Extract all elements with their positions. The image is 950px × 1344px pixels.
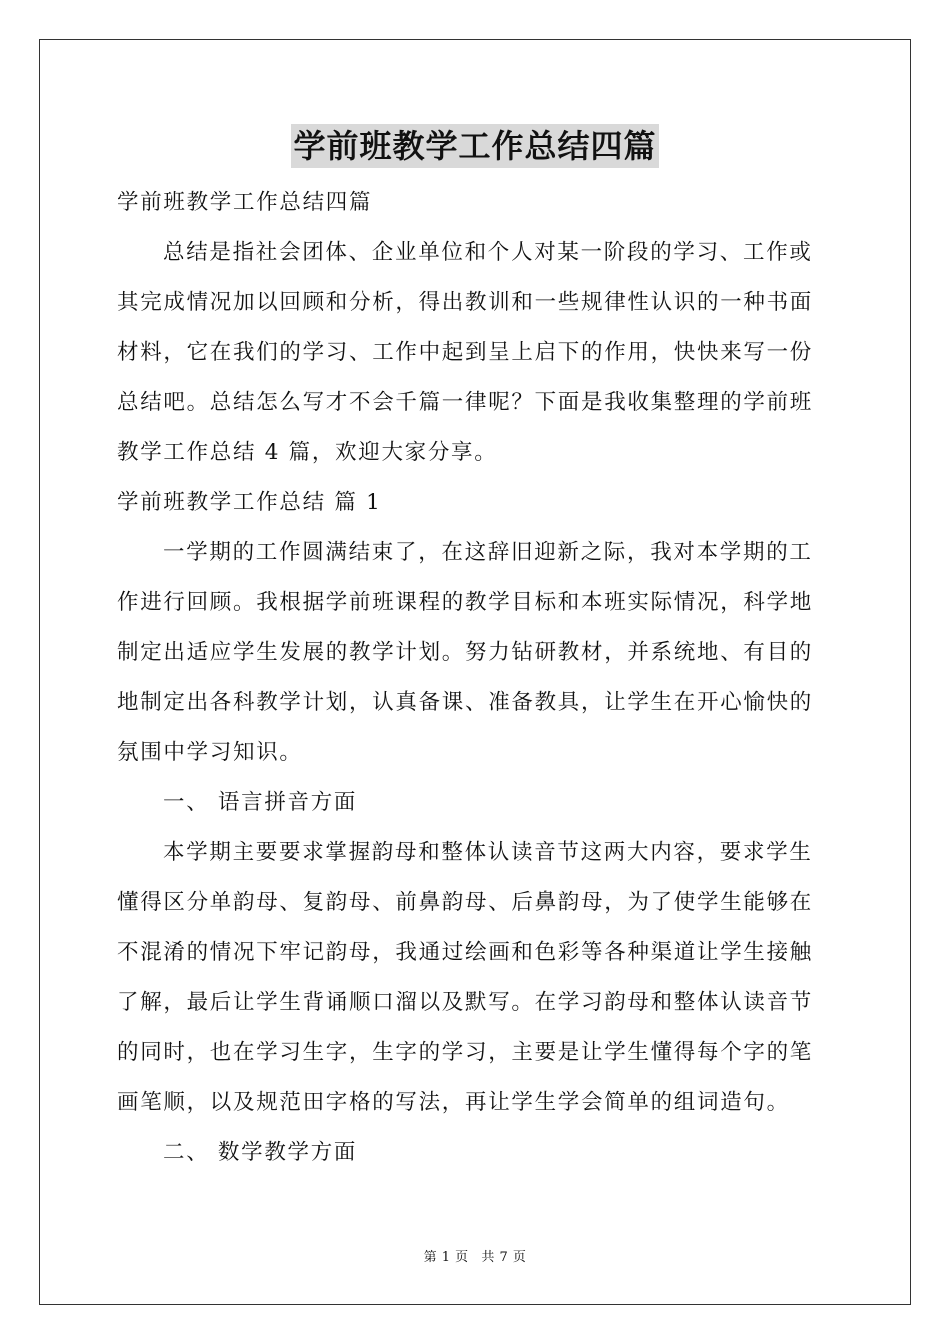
text-line: 教学工作总结 4 篇，欢迎大家分享。 bbox=[117, 440, 498, 465]
text-line: 懂得区分单韵母、复韵母、前鼻韵母、后鼻韵母，为了使学生能够在 bbox=[117, 890, 814, 915]
text-line: 总结是指社会团体、企业单位和个人对某一阶段的学习、工作或 bbox=[163, 240, 813, 265]
text-line: 一学期的工作圆满结束了，在这辞旧迎新之际，我对本学期的工 bbox=[163, 540, 813, 565]
text-line: 其完成情况加以回顾和分析，得出教训和一些规律性认识的一种书面 bbox=[117, 290, 814, 315]
page-total: 共 7 页 bbox=[481, 1250, 527, 1265]
text-line: 材料，它在我们的学习、工作中起到呈上启下的作用，快快来写一份 bbox=[117, 340, 814, 365]
text-line: 不混淆的情况下牢记韵母，我通过绘画和色彩等各种渠道让学生接触 bbox=[117, 940, 814, 965]
page-footer bbox=[0, 1246, 950, 1265]
text-line: 作进行回顾。我根据学前班课程的教学目标和本班实际情况，科学地 bbox=[117, 590, 814, 615]
text-line: 制定出适应学生发展的教学计划。努力钻研教材，并系统地、有目的 bbox=[117, 640, 814, 665]
text-line: 一、 语言拼音方面 bbox=[163, 790, 358, 815]
text-line: 二、 数学教学方面 bbox=[163, 1140, 358, 1165]
text-line: 了解，最后让学生背诵顺口溜以及默写。在学习韵母和整体认读音节 bbox=[117, 990, 814, 1015]
text-line: 学前班教学工作总结四篇 bbox=[117, 190, 373, 215]
document-body bbox=[117, 178, 833, 1178]
text-line: 总结吧。总结怎么写才不会千篇一律呢？下面是我收集整理的学前班 bbox=[117, 390, 814, 415]
text-line: 氛围中学习知识。 bbox=[117, 740, 303, 765]
text-line: 画笔顺，以及规范田字格的写法，再让学生学会简单的组词造句。 bbox=[117, 1090, 790, 1115]
text-line: 学前班教学工作总结 篇 1 bbox=[117, 490, 382, 515]
page-number: 第 1 页 bbox=[423, 1250, 469, 1265]
text-line: 的同时，也在学习生字，生字的学习，主要是让学生懂得每个字的笔 bbox=[117, 1040, 814, 1065]
text-line: 地制定出各科教学计划，认真备课、准备教具，让学生在开心愉快的 bbox=[117, 690, 814, 715]
text-line: 本学期主要要求掌握韵母和整体认读音节这两大内容，要求学生 bbox=[163, 840, 813, 865]
document-title: 学前班教学工作总结四篇 bbox=[291, 124, 658, 168]
title-container bbox=[0, 124, 950, 168]
